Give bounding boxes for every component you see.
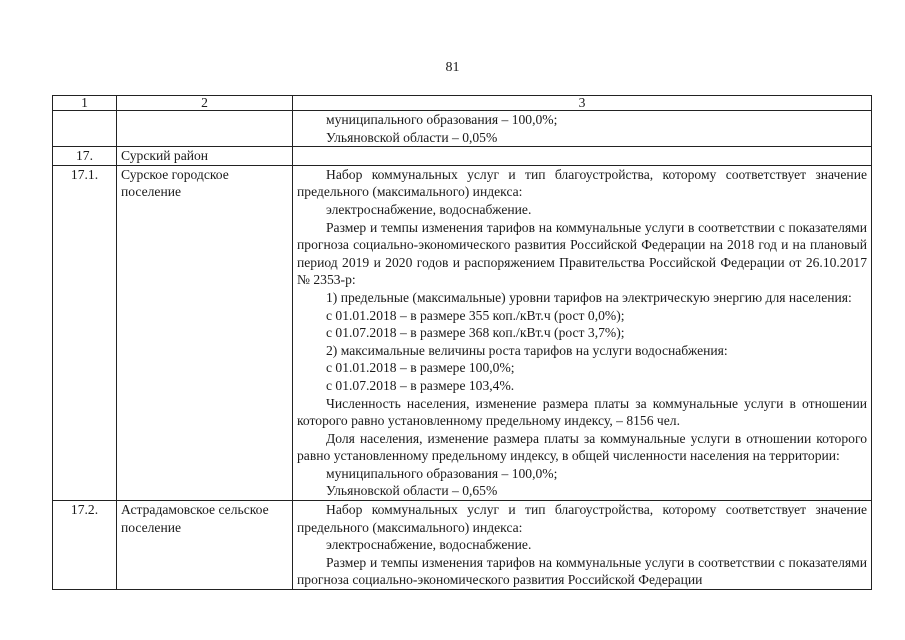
- header-col-3: 3: [293, 96, 872, 111]
- continuation-line: Ульяновской области – 0,05%: [326, 129, 498, 145]
- district-desc-cell: [293, 147, 872, 166]
- description-paragraph: 2) максимальные величины роста тарифов на услуги водоснабжения:: [326, 342, 728, 358]
- description-paragraph: 1) предельные (максимальные) уровни тарифов на электрическую энергию для населения:: [326, 289, 852, 305]
- continuation-line: муниципального образования – 100,0%;: [326, 112, 558, 127]
- settlement-row: [53, 501, 872, 590]
- table-header-row: [53, 96, 872, 111]
- settlement-number: 17.1.: [53, 165, 117, 500]
- continuation-row: [53, 111, 872, 147]
- tariff-table: [52, 95, 872, 590]
- header-col-1: 1: [53, 96, 117, 111]
- description-paragraph: с 01.07.2018 – в размере 368 коп./кВт.ч (рост 3,7%);: [326, 325, 625, 341]
- settlement-number: 17.2.: [53, 501, 117, 590]
- continuation-desc-cell: [293, 111, 872, 147]
- description-paragraph: муниципального образования – 100,0%;: [326, 465, 558, 481]
- description-paragraph: с 01.07.2018 – в размере 103,4%.: [326, 377, 515, 393]
- district-name: Сурский район: [117, 147, 293, 166]
- description-paragraph: Размер и темпы изменения тарифов на коммунальные услуги в соответствии с показателями прогноза социально-экономического развития Российской Федерации на 2018 год и на плановый период 2019 и 2020 годов и распоряжением Правительства Российской Федерации от 26.10.2017 № 2353-р:: [297, 219, 867, 288]
- description-paragraph: Ульяновской области – 0,65%: [326, 483, 498, 499]
- district-number: 17.: [53, 147, 117, 166]
- continuation-name-cell: [117, 111, 293, 147]
- page-number: 81: [445, 60, 460, 75]
- description-paragraph: Набор коммунальных услуг и тип благоустройства, которому соответствует значение предельного (максимального) индекса:: [297, 502, 867, 535]
- description-paragraph: электроснабжение, водоснабжение.: [326, 537, 532, 553]
- description-paragraph: с 01.01.2018 – в размере 100,0%;: [326, 360, 515, 376]
- district-row: [53, 147, 872, 166]
- settlement-description: [293, 165, 872, 500]
- settlement-name: Астрадамовское сельское поселение: [117, 501, 293, 590]
- description-paragraph: Численность населения, изменение размера платы за коммунальные услуги в отношении которого равно установленному предельному индексу, – 8156 чел.: [297, 395, 867, 429]
- header-col-2: 2: [117, 96, 293, 111]
- settlement-description: [293, 501, 872, 590]
- description-paragraph: Размер и темпы изменения тарифов на коммунальные услуги в соответствии с показателями прогноза социально-экономического развития Российской Федерации: [297, 554, 867, 588]
- continuation-num-cell: [53, 111, 117, 147]
- description-paragraph: Набор коммунальных услуг и тип благоустройства, которому соответствует значение предельного (максимального) индекса:: [297, 166, 867, 200]
- description-paragraph: электроснабжение, водоснабжение.: [326, 201, 532, 217]
- settlement-name: Сурское городское поселение: [117, 165, 293, 500]
- settlement-row: [53, 165, 872, 500]
- description-paragraph: с 01.01.2018 – в размере 355 коп./кВт.ч (рост 0,0%);: [326, 307, 625, 323]
- description-paragraph: Доля населения, изменение размера платы за коммунальные услуги в отношении которого равно установленному предельному индексу, в общей численности населения на территории:: [297, 430, 867, 464]
